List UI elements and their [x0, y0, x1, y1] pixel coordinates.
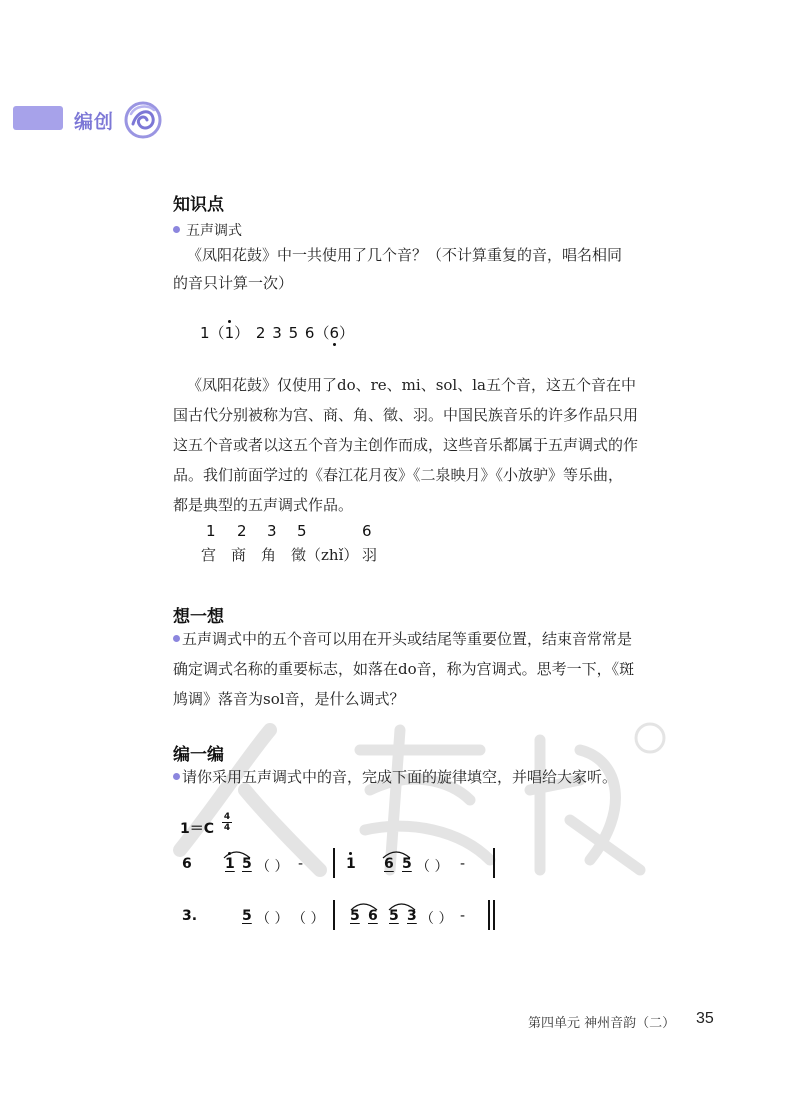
knowledge-para1-line1: 《凤阳花鼓》中一共使用了几个音？（不计算重复的音，唱名相同 — [187, 246, 623, 264]
note: 5 — [402, 856, 412, 872]
note: 1 — [346, 856, 356, 872]
note: 5 — [350, 908, 360, 924]
blank-slot[interactable]: （ ） — [420, 911, 453, 927]
note: 5 — [242, 908, 252, 924]
note: 5 — [389, 908, 399, 924]
think-line: 五声调式中的五个音可以用在开头或结尾等重要位置，结束音常常是 — [173, 624, 693, 654]
note: 1 — [225, 856, 235, 872]
barline — [333, 900, 335, 930]
page-number: 35 — [696, 1010, 714, 1027]
para2-line: 这五个音或者以这五个音为主创作而成，这些音乐都属于五声调式的作 — [173, 436, 639, 454]
knowledge-subhead: 五声调式 — [173, 216, 242, 246]
para2-line: 都是典型的五声调式作品。 — [173, 496, 354, 514]
final-barline-thick — [493, 900, 495, 930]
scale-number: 3 — [267, 522, 277, 540]
compose-instruction: 请你采用五声调式中的音，完成下面的旋律填空，并唱给大家听。 — [173, 762, 617, 792]
note: 6 — [182, 856, 192, 872]
knowledge-para2 — [173, 370, 693, 520]
think-paragraph — [173, 624, 693, 714]
dash-note: - — [298, 856, 304, 872]
blank-slot[interactable]: （ ） — [416, 859, 449, 875]
bullet-icon — [173, 773, 180, 780]
note: 3 — [407, 908, 417, 924]
think-line: 确定调式名称的重要标志，如落在do音，称为宫调式。思考一下，《斑 — [173, 660, 635, 678]
barline — [493, 848, 495, 878]
scale-name: 宫 — [201, 546, 217, 564]
note: 6 — [368, 908, 378, 924]
think-line: 鸠调》落音为sol音，是什么调式？ — [173, 690, 405, 708]
think-title: 想一想 — [173, 607, 224, 627]
section-label: 编创 — [74, 111, 115, 133]
header-color-bar — [13, 106, 63, 130]
para2-line: 品。我们前面学过的《春江花月夜》《二泉映月》《小放驴》等乐曲， — [173, 466, 624, 484]
notes-used: 1（1） 2 3 5 6（6） — [200, 324, 355, 342]
high-note: 1 — [224, 324, 235, 342]
para2-line: 《凤阳花鼓》仅使用了do、re、mi、sol、la五个音，这五个音在中 — [187, 376, 636, 394]
bullet-icon — [173, 635, 180, 642]
scale-number: 5 — [297, 522, 307, 540]
note: 6 — [384, 856, 394, 872]
scale-name: 商 — [231, 546, 247, 564]
key-signature: 1＝C — [180, 821, 215, 837]
compose-title: 编一编 — [173, 745, 224, 765]
scale-number: 1 — [206, 522, 216, 540]
note: 5 — [242, 856, 252, 872]
dash-note: - — [460, 908, 466, 924]
blank-slot[interactable]: （ ） — [292, 911, 325, 927]
bullet-icon — [173, 226, 180, 233]
blank-slot[interactable]: （ ） — [256, 859, 289, 875]
swirl-logo-icon — [123, 100, 163, 140]
scale-name: 角 — [261, 546, 277, 564]
scale-number: 6 — [362, 522, 372, 540]
scale-number: 2 — [237, 522, 247, 540]
scale-name: 羽 — [362, 546, 378, 564]
knowledge-para1-line2: 的音只计算一次） — [173, 274, 294, 292]
dash-note: - — [460, 856, 466, 872]
barline — [333, 848, 335, 878]
scale-name: 徵（zhǐ） — [291, 546, 359, 564]
low-note: 6 — [329, 324, 339, 342]
chapter-footer: 第四单元 神州音韵（二） — [528, 1016, 676, 1031]
knowledge-title: 知识点 — [173, 195, 224, 215]
time-signature: 4 4 — [223, 812, 231, 833]
para2-line: 国古代分别被称为宫、商、角、徵、羽。中国民族音乐的许多作品只用 — [173, 406, 639, 424]
note: 3. — [182, 908, 198, 924]
final-barline-thin — [488, 900, 490, 930]
blank-slot[interactable]: （ ） — [256, 911, 289, 927]
